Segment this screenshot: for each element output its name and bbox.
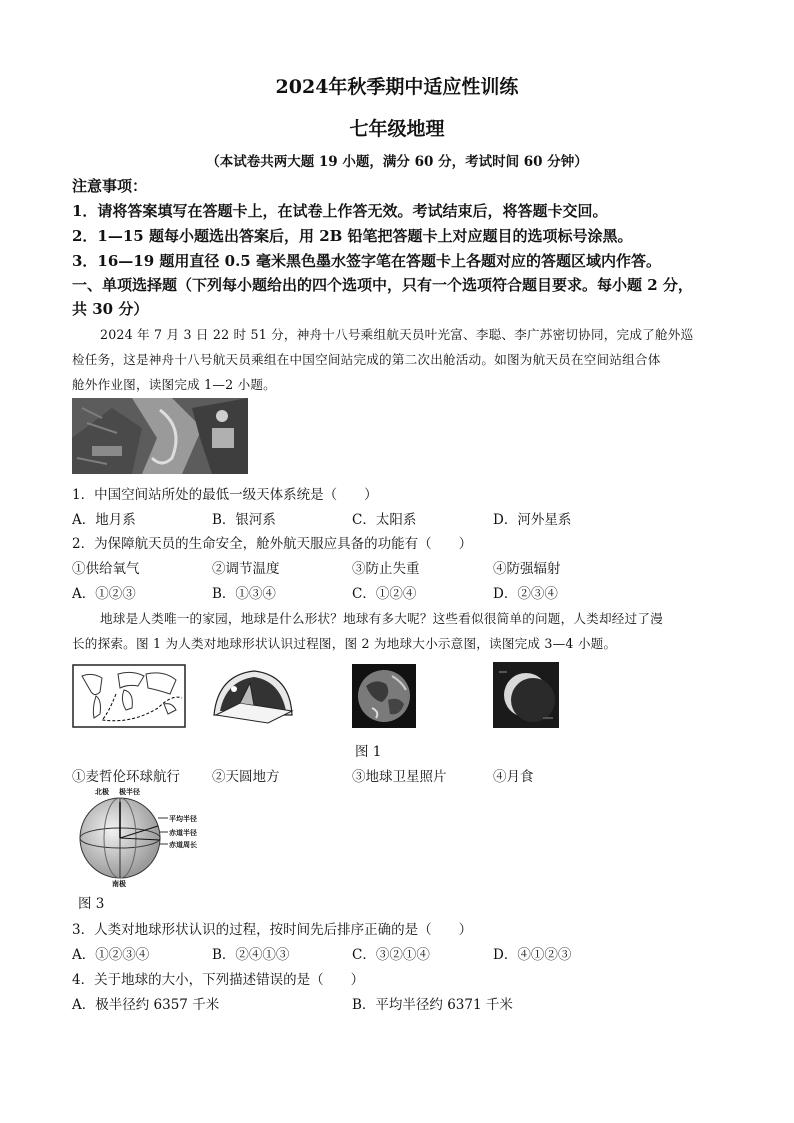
- q2-item-1: ①供给氧气: [72, 561, 140, 577]
- figure1-caption: 图 1: [355, 744, 382, 760]
- south-pole-label: 南极: [112, 879, 126, 888]
- lunar-eclipse-photo: [493, 662, 559, 728]
- equator-circumference-label: 赤道周长: [169, 840, 197, 849]
- q4-stem: 4．关于地球的大小，下列描述错误的是（ ）: [72, 972, 365, 988]
- note-item-3: 3．16—19 题用直径 0.5 毫米黑色墨水签字笔在答题卡上各题对应的答题区域内作答。: [72, 252, 661, 270]
- q1-stem: 1．中国空间站所处的最低一级天体系统是（ ）: [72, 487, 378, 503]
- north-pole-label: 北极: [95, 787, 109, 796]
- figure3-caption: 图 3: [78, 896, 105, 912]
- q3-stem: 3．人类对地球形状认识的过程，按时间先后排序正确的是（ ）: [72, 922, 473, 938]
- q1-option-b: B．银河系: [212, 512, 276, 528]
- q1-option-a: A．地月系: [72, 512, 136, 528]
- q3-option-c: C．③②①④: [352, 947, 430, 963]
- q4-option-a: A．极半径约 6357 千米: [72, 997, 220, 1013]
- note-item-1: 1．请将答案填写在答题卡上，在试卷上作答无效。考试结束后，将答题卡交回。: [72, 202, 608, 220]
- figure1-label-1: ①麦哲伦环球航行: [72, 769, 180, 785]
- earth-satellite-photo: [352, 664, 416, 728]
- mean-radius-label: 平均半径: [169, 814, 197, 823]
- passage2-line-2: 长的探索。图 1 为人类对地球形状认识过程图，图 2 为地球大小示意图，读图完成 3—4 小题。: [72, 636, 617, 651]
- figure1-label-4: ④月食: [493, 769, 534, 785]
- q1-option-c: C．太阳系: [352, 512, 417, 528]
- q2-option-d: D．②③④: [493, 586, 558, 602]
- equatorial-radius-label: 赤道半径: [169, 828, 197, 837]
- q2-stem: 2．为保障航天员的生命安全，舱外航天服应具备的功能有（ ）: [72, 536, 473, 552]
- q4-option-b: B．平均半径约 6371 千米: [352, 997, 513, 1013]
- q2-item-3: ③防止失重: [352, 561, 420, 577]
- section1-heading: 一、单项选择题（下列每小题给出的四个选项中，只有一个选项符合题目要求。每小题 2 分，: [72, 276, 693, 294]
- passage2-line-1: 地球是人类唯一的家园，地球是什么形状？地球有多大呢？这些看似很简单的问题，人类却经过了漫: [100, 611, 663, 626]
- earth-size-diagram: [72, 788, 202, 890]
- section1-heading-cont: 共 30 分）: [72, 300, 149, 318]
- figure1-label-2: ②天圆地方: [212, 769, 280, 785]
- passage1-line-1: 2024 年 7 月 3 日 22 时 51 分，神舟十八号乘组航天员叶光富、李聪、李广苏密切协同，完成了舱外巡: [100, 327, 694, 342]
- q2-item-2: ②调节温度: [212, 561, 280, 577]
- q2-option-a: A．①②③: [72, 586, 136, 602]
- exam-info: （本试卷共两大题 19 小题，满分 60 分，考试时间 60 分钟）: [206, 154, 588, 170]
- notes-heading: 注意事项：: [72, 177, 148, 195]
- q3-option-d: D．④①②③: [493, 947, 572, 963]
- q3-option-a: A．①②③④: [72, 947, 150, 963]
- q3-option-b: B．②④①③: [212, 947, 290, 963]
- magellan-route-map: [72, 664, 186, 728]
- passage1-line-3: 舱外作业图，读图完成 1—2 小题。: [72, 377, 276, 392]
- exam-subject: 七年级地理: [349, 118, 445, 140]
- q1-option-d: D．河外星系: [493, 512, 572, 528]
- spacewalk-photo: [72, 398, 248, 474]
- passage1-line-2: 检任务，这是神舟十八号航天员乘组在中国空间站完成的第二次出舱活动。如图为航天员在空间站组合体: [72, 352, 661, 367]
- q2-item-4: ④防强辐射: [493, 561, 561, 577]
- q2-option-b: B．①③④: [212, 586, 276, 602]
- figure1-label-3: ③地球卫星照片: [352, 769, 447, 785]
- q2-option-c: C．①②④: [352, 586, 417, 602]
- round-sky-square-earth-illustration: [210, 667, 296, 725]
- polar-radius-label: 极半径: [119, 787, 140, 796]
- note-item-2: 2．1—15 题每小题选出答案后，用 2B 铅笔把答题卡上对应题目的选项标号涂黑。: [72, 227, 633, 245]
- exam-title: 2024年秋季期中适应性训练: [275, 76, 519, 98]
